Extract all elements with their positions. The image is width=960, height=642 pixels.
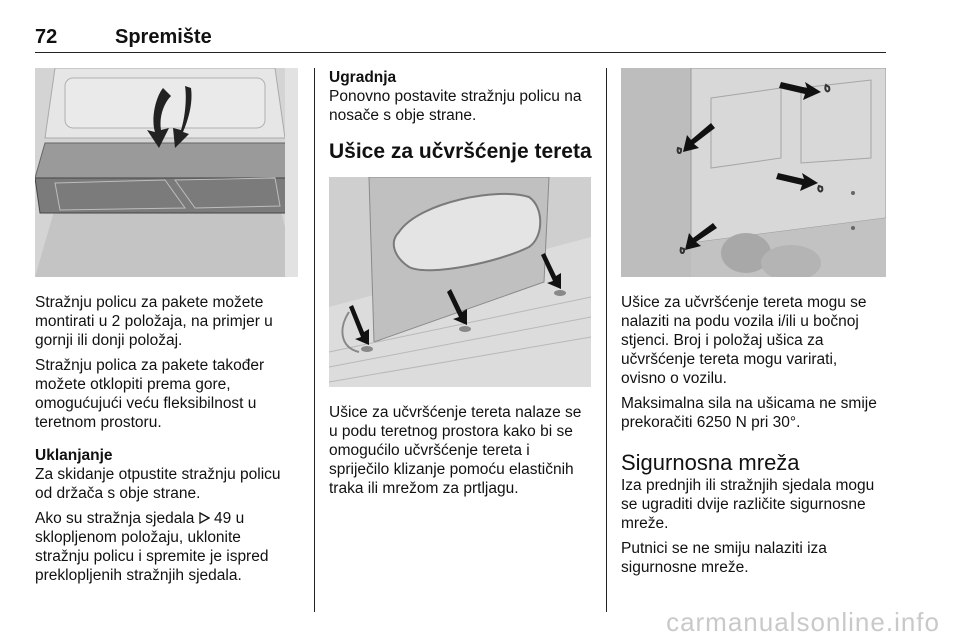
paragraph: Ušice za učvršćenje tereta mogu se nalaziti na podu vozila i/ili u bočnoj stjenci. Broj i položaj ušica za učvršćenje tereta mogu varirati, ovisno o vozilu. — [621, 294, 867, 387]
paragraph: Maksimalna sila na ušicama ne smije prekoračiti 6250 N pri 30°. — [621, 395, 877, 431]
paragraph: Za skidanje otpustite stražnju policu od držača s obje strane. — [35, 466, 281, 502]
paragraph: Putnici se ne smiju nalaziti iza sigurnosne mreže. — [621, 540, 827, 576]
chapter-title: Spremište — [115, 26, 212, 48]
paragraph: Ušice za učvršćenje tereta nalaze se u podu teretnog prostora kako bi se omogućilo učvršćenje tereta i spriječilo klizanje pomoću elastičnih traka ili mrežom za prtljagu. — [329, 404, 582, 497]
column-1 — [35, 293, 298, 591]
paragraph — [35, 509, 298, 585]
side-lashing-eyes-illustration — [621, 68, 886, 277]
column-3 — [621, 293, 886, 583]
paragraph: Stražnju polica za pakete također možete otklopiti prema gore, omogućujući veću fleksibilnost u teretnom prostoru. — [35, 357, 265, 431]
paragraph: Ponovno postavite stražnju policu na nosače s obje strane. — [329, 88, 582, 124]
section-heading-safety-net: Sigurnosna mreža — [621, 450, 800, 475]
page-number: 72 — [35, 26, 58, 48]
column-divider — [314, 68, 315, 612]
paragraph-text: Ako su stražnja sjedala — [35, 510, 195, 527]
parcel-shelf-illustration — [35, 68, 298, 277]
page-reference-number[interactable]: 49 — [214, 510, 232, 527]
column-2-top — [329, 68, 594, 165]
page-reference-arrow-icon — [199, 510, 210, 522]
watermark: carmanualsonline.info — [666, 607, 940, 637]
section-heading-lashing-eyes: Ušice za učvršćenje tereta — [329, 140, 592, 163]
paragraph: Iza prednjih ili stražnjih sjedala mogu se ugraditi dvije različite sigurnosne mreže. — [621, 477, 875, 532]
paragraph: Stražnju policu za pakete možete montirati u 2 položaja, na primjer u gornji ili donji položaj. — [35, 294, 273, 349]
column-2-bottom — [329, 403, 594, 504]
page-header — [35, 20, 886, 53]
subheading-removal: Uklanjanje — [35, 447, 113, 464]
paragraph-text: u sklopljenom položaju, uklonite stražnju policu i spremite je ispred preklopljenih stražnjih sjedala. — [35, 510, 269, 584]
floor-lashing-eyes-illustration — [329, 177, 591, 387]
subheading-installation: Ugradnja — [329, 69, 397, 86]
column-divider — [606, 68, 607, 612]
